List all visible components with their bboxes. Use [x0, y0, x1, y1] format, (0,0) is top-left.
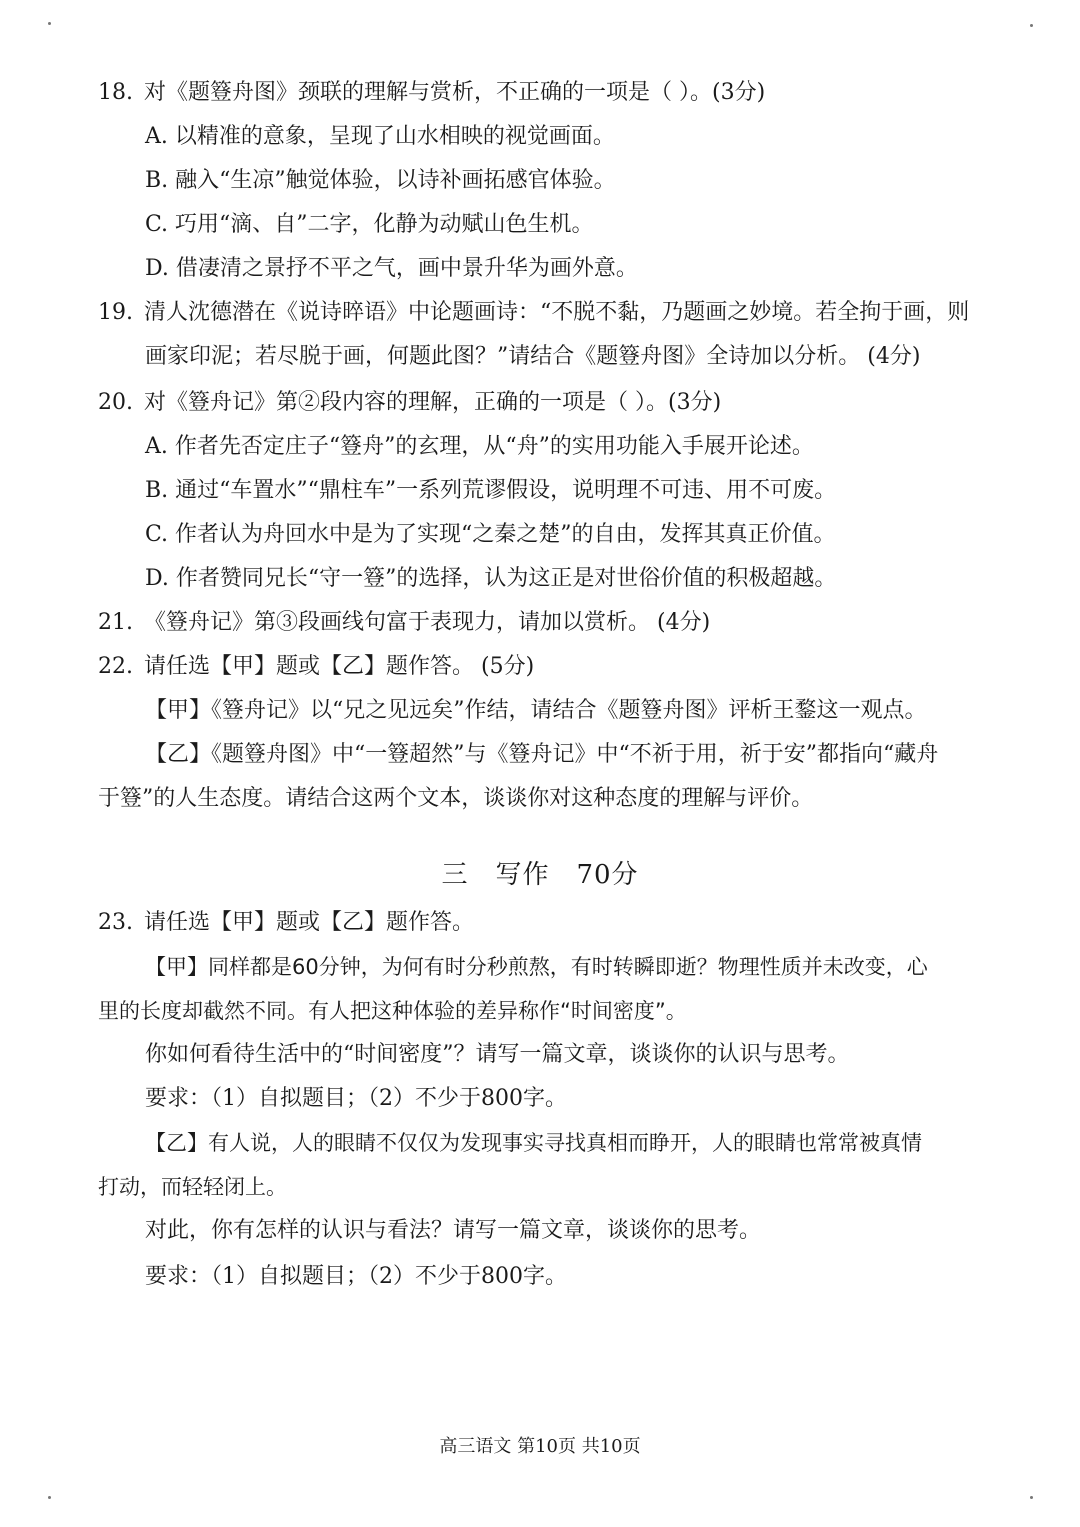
q22-yi-line1: 【乙】《题簦舟图》中“一簦超然”与《簦舟记》中“不祈于用，祈于安”都指向“藏舟 — [145, 742, 939, 767]
q23-jia-line2: 里的长度却截然不同。有人把这种体验的差异称作“时间密度”。 — [98, 999, 687, 1023]
q19-line1 — [98, 298, 969, 328]
q18-option-a: A. 以精准的意象，呈现了山水相映的视觉画面。 — [145, 124, 615, 149]
scan-speck — [48, 1496, 51, 1499]
scan-speck — [48, 22, 51, 25]
q18-option-b: B. 融入“生凉”触觉体验，以诗补画拓感官体验。 — [145, 168, 616, 193]
q21-text: 《簦舟记》第③段画线句富于表现力，请加以赏析。 (4分) — [144, 610, 711, 635]
q20-option-b: B. 通过“车置水”“鼎柱车”一系列荒谬假设，说明理不可违、用不可废。 — [145, 478, 837, 503]
q23-jia-line1: 【甲】同样都是60分钟，为何有时分秒煎熬，有时转瞬即逝？物理性质并未改变，心 — [145, 955, 928, 979]
q23-stem-line — [98, 908, 474, 938]
q22-jia: 【甲】《簦舟记》以“兄之见远矣”作结，请结合《题簦舟图》评析王鍪这一观点。 — [145, 698, 927, 723]
q18-number: 18. — [98, 80, 133, 105]
scan-speck — [1030, 1496, 1033, 1499]
section-title: 三 写作 70分 — [441, 860, 639, 890]
q23-jia-requirements: 要求：（1）自拟题目；（2）不少于800字。 — [145, 1086, 567, 1111]
q20-option-a: A. 作者先否定庄子“簦舟”的玄理，从“舟”的实用功能入手展开论述。 — [145, 434, 814, 459]
q20-number: 20. — [98, 390, 133, 415]
q23-yi-requirements: 要求：（1）自拟题目；（2）不少于800字。 — [145, 1264, 567, 1289]
q20-stem: 对《簦舟记》第②段内容的理解，正确的一项是（ ）。(3分) — [144, 390, 722, 415]
q22-yi-line2: 于簦”的人生态度。请结合这两个文本，谈谈你对这种态度的理解与评价。 — [98, 786, 814, 811]
q23-yi-prompt: 对此，你有怎样的认识与看法？请写一篇文章，谈谈你的思考。 — [145, 1218, 762, 1243]
q22-number: 22. — [98, 654, 133, 679]
q20-option-c: C. 作者认为舟回水中是为了实现“之秦之楚”的自由，发挥其真正价值。 — [145, 522, 836, 547]
q21-number: 21. — [98, 610, 133, 635]
q19-text-2: 画家印泥；若尽脱于画，何题此图？”请结合《题簦舟图》全诗加以分析。 (4分) — [145, 344, 921, 369]
q23-number: 23. — [98, 910, 133, 935]
q18-option-c: C. 巧用“滴、自”二字，化静为动赋山色生机。 — [145, 212, 594, 237]
q23-stem: 请任选【甲】题或【乙】题作答。 — [144, 910, 475, 935]
q18-option-d: D. 借凄清之景抒不平之气，画中景升华为画外意。 — [145, 256, 638, 281]
q23-yi-line1: 【乙】有人说，人的眼睛不仅仅为发现事实寻找真相而睁开，人的眼睛也常常被真情 — [145, 1131, 922, 1155]
q20-stem-line — [98, 388, 721, 418]
q23-jia-prompt: 你如何看待生活中的“时间密度”？请写一篇文章，谈谈你的认识与思考。 — [145, 1042, 850, 1067]
q20-option-d: D. 作者赞同兄长“守一簦”的选择，认为这正是对世俗价值的积极超越。 — [145, 566, 837, 591]
q21-line — [98, 608, 710, 638]
q18-stem: 对《题簦舟图》颈联的理解与赏析，不正确的一项是（ ）。(3分) — [144, 80, 766, 105]
q23-yi-line2: 打动，而轻轻闭上。 — [98, 1175, 287, 1199]
q19-text-1: 清人沈德潜在《说诗晬语》中论题画诗：“不脱不黏，乃题画之妙境。若全拘于画，则 — [144, 300, 970, 325]
q22-stem-line — [98, 652, 534, 682]
q18-stem-line — [98, 78, 765, 108]
page-footer: 高三语文 第10页 共10页 — [439, 1436, 641, 1457]
q19-number: 19. — [98, 300, 133, 325]
q22-stem: 请任选【甲】题或【乙】题作答。 (5分) — [144, 654, 535, 679]
scan-speck — [1030, 24, 1033, 27]
